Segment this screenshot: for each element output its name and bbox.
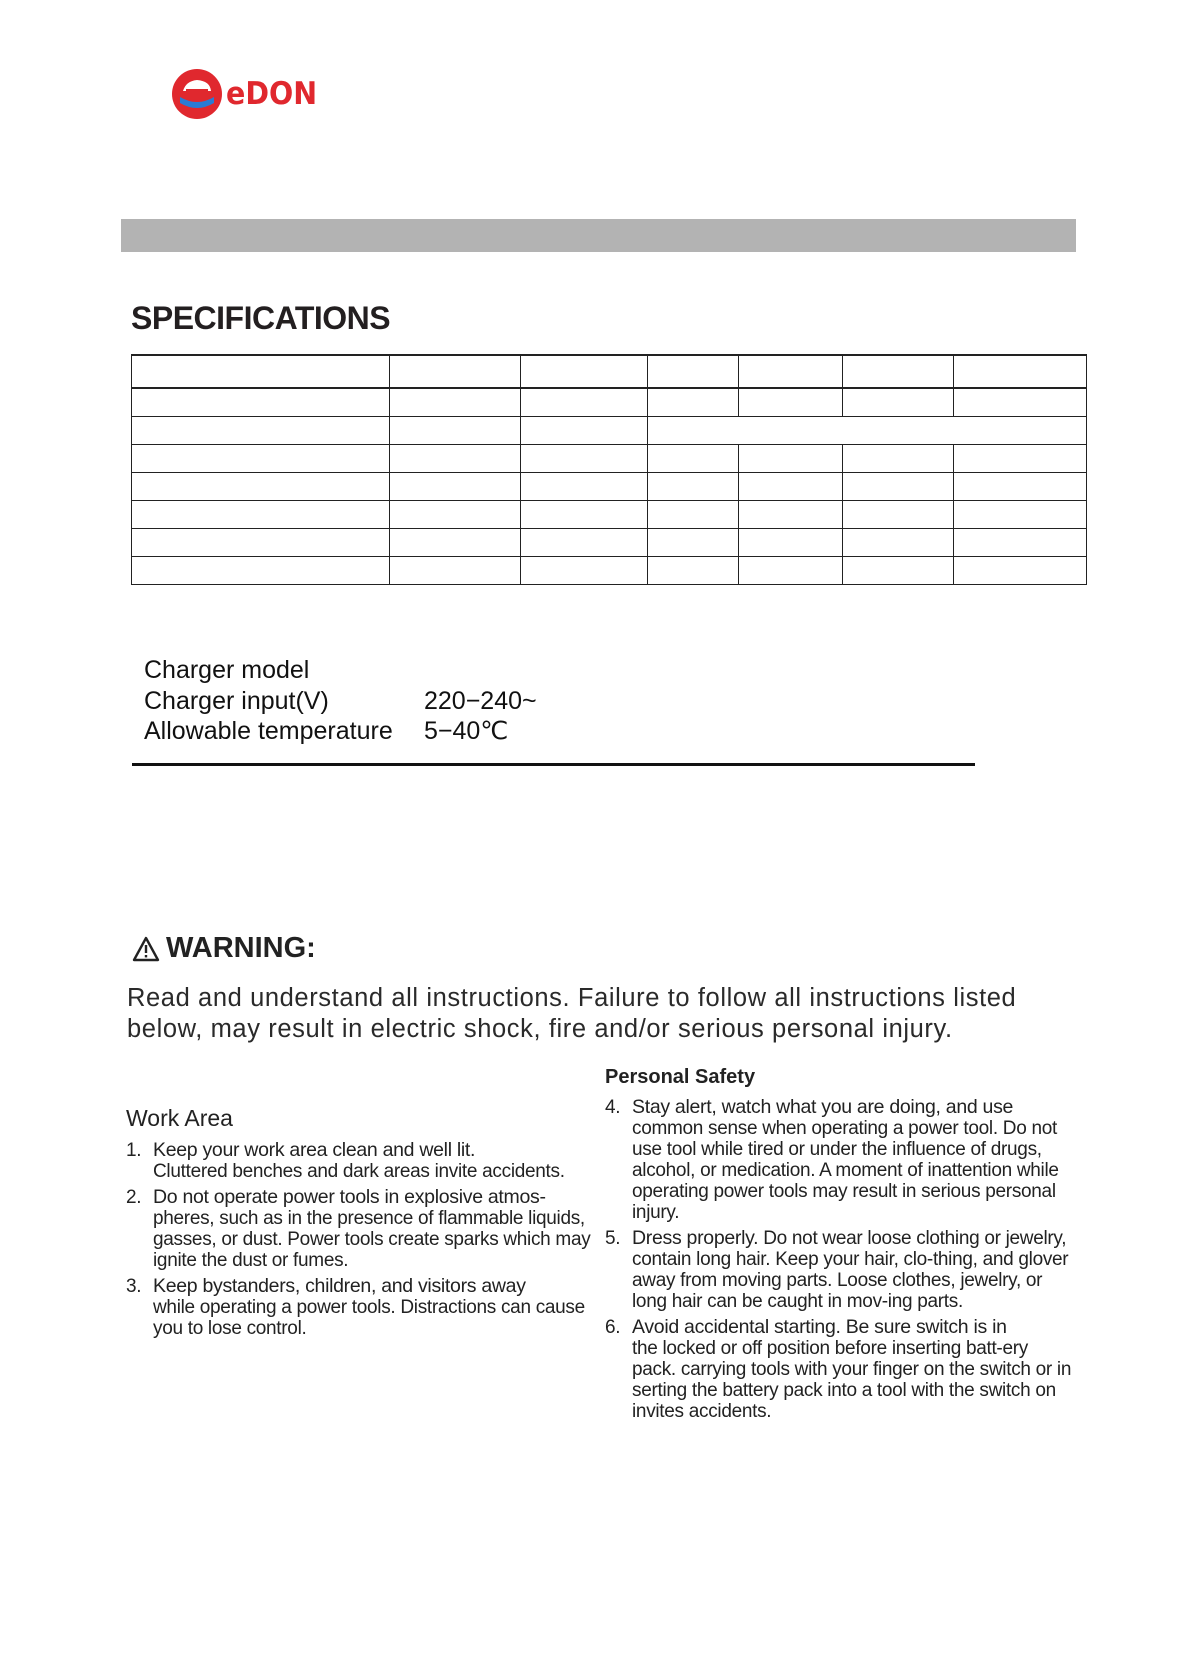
charger-model-label: Charger model (144, 656, 310, 684)
table-cell (648, 355, 739, 388)
table-cell (843, 355, 954, 388)
table-cell (648, 501, 739, 529)
table-cell (739, 529, 843, 557)
table-cell (132, 529, 390, 557)
specifications-table (131, 354, 1087, 585)
list-item (605, 1228, 1075, 1312)
table-row (132, 473, 1087, 501)
table-cell (521, 529, 648, 557)
warning-heading (132, 932, 316, 965)
item-lead: Keep bystanders, children, and visitors away (153, 1275, 526, 1297)
table-cell (390, 445, 521, 473)
table-cell (390, 473, 521, 501)
charger-specs (144, 655, 537, 747)
table-cell (648, 388, 739, 417)
warning-title: WARNING: (166, 932, 316, 964)
table-row (132, 355, 1087, 388)
table-cell (843, 445, 954, 473)
table-cell (521, 417, 648, 445)
charger-input-label: Charger input(V) (144, 686, 329, 715)
table-row (132, 417, 1087, 445)
table-cell (739, 501, 843, 529)
table-cell (954, 529, 1087, 557)
table-cell (648, 529, 739, 557)
table-cell-merged (648, 417, 1087, 445)
table-cell (132, 501, 390, 529)
item-lead: Stay alert, watch what you are doing, and use (632, 1096, 1014, 1118)
item-body: Do not wear loose clothing or jewelry, contain long hair. Keep your hair, clo-thing, and glover away from moving parts. Loose clothes, jewelry, or long hair can be caught in mov-ing parts. (632, 1228, 1069, 1312)
table-cell (954, 388, 1087, 417)
table-cell (843, 388, 954, 417)
list-item (126, 1140, 596, 1182)
table-cell (132, 445, 390, 473)
table-cell (954, 355, 1087, 388)
table-cell (132, 557, 390, 585)
table-cell (521, 445, 648, 473)
table-cell (390, 388, 521, 417)
work-area-title: Work Area (126, 1105, 233, 1131)
table-cell (954, 445, 1087, 473)
divider (132, 763, 975, 766)
work-area-section (126, 1105, 596, 1344)
table-cell (390, 355, 521, 388)
table-cell (843, 501, 954, 529)
table-cell (739, 445, 843, 473)
table-cell (132, 417, 390, 445)
item-body: the locked or off position before inserting batt-ery pack. carrying tools with your finger on the switch or in serting the battery pack into a tool with the switch on invites accidents. (632, 1338, 1072, 1422)
table-cell (521, 355, 648, 388)
item-number: 6. (605, 1317, 621, 1338)
list-item (605, 1097, 1075, 1223)
table-cell (390, 529, 521, 557)
table-cell (739, 388, 843, 417)
allowable-temperature-value: 5−40℃ (424, 717, 509, 745)
table-cell (521, 557, 648, 585)
specifications-title: SPECIFICATIONS (131, 300, 391, 336)
table-row (132, 445, 1087, 473)
item-body: Cluttered benches and dark areas invite accidents. (153, 1161, 565, 1182)
table-cell (954, 501, 1087, 529)
item-body: pheres, such as in the presence of flammable liquids, gasses, or dust. Power tools create sparks which may ignite the dust or fumes. (153, 1208, 591, 1271)
item-number: 3. (126, 1276, 142, 1297)
table-row (132, 557, 1087, 585)
table-row (132, 501, 1087, 529)
table-cell (843, 473, 954, 501)
item-body: common sense when operating a power tool. Do not use tool while tired or under the influence of drugs, alcohol, or medication. A moment of inattention while operating power tools may result in serious personal injury. (632, 1118, 1059, 1223)
item-number: 1. (126, 1140, 142, 1161)
table-cell (648, 473, 739, 501)
table-cell (521, 473, 648, 501)
list-item (126, 1187, 596, 1271)
item-number: 5. (605, 1228, 621, 1249)
table-cell (648, 445, 739, 473)
item-lead: Do not operate power tools in explosive atmos- (153, 1186, 546, 1208)
table-row (132, 529, 1087, 557)
table-cell (521, 388, 648, 417)
item-number: 4. (605, 1097, 621, 1118)
header-band (121, 219, 1076, 252)
table-cell (843, 557, 954, 585)
table-cell (390, 417, 521, 445)
table-cell (390, 557, 521, 585)
item-lead: Dress properly. (632, 1227, 759, 1249)
table-row (132, 388, 1087, 417)
item-number: 2. (126, 1187, 142, 1208)
personal-safety-section (605, 1066, 1075, 1427)
list-item (605, 1317, 1075, 1422)
table-cell (739, 355, 843, 388)
table-cell (132, 388, 390, 417)
table-cell (521, 501, 648, 529)
personal-safety-title: Personal Safety (605, 1066, 756, 1088)
table-cell (132, 473, 390, 501)
table-cell (954, 557, 1087, 585)
item-lead: Avoid accidental starting. Be sure switch is in (632, 1316, 1007, 1338)
charger-row (144, 655, 537, 686)
table-cell (390, 501, 521, 529)
item-body: while operating a power tools. Distractions can cause you to lose control. (153, 1297, 585, 1339)
table-cell (739, 557, 843, 585)
charger-row (144, 716, 537, 747)
table-cell (739, 473, 843, 501)
allowable-temperature-label: Allowable temperature (144, 717, 393, 745)
table-cell (954, 473, 1087, 501)
list-item (126, 1276, 596, 1339)
charger-input-value: 220−240~ (424, 686, 537, 715)
warning-triangle-icon (132, 936, 160, 962)
brand-logo (170, 66, 325, 122)
brand-logo-text: eDON (226, 76, 318, 112)
warning-intro: Read and understand all instructions. Failure to follow all instructions listed below, may result in electric shock, fire and/or serious personal injury. (127, 984, 1017, 1043)
edon-logo-icon (170, 67, 224, 121)
charger-row (144, 686, 537, 717)
item-lead: Keep your work area clean and well lit. (153, 1139, 476, 1161)
table-cell (648, 557, 739, 585)
table-cell (843, 529, 954, 557)
table-cell (132, 355, 390, 388)
